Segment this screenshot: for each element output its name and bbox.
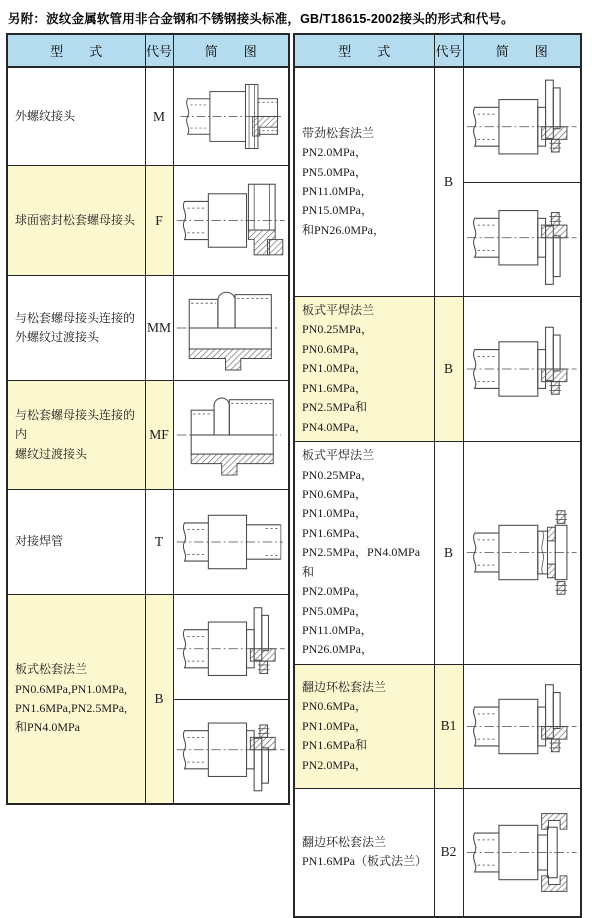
fitting-diagram-cell [463, 442, 581, 665]
fitting-type-cell [7, 490, 145, 595]
fitting-code-cell: B1 [434, 664, 463, 788]
fitting-diagram-cell [173, 276, 289, 381]
fitting-type-cell [294, 67, 434, 297]
fitting-table-right [293, 33, 582, 918]
column-header-diagram: 简 图 [463, 34, 581, 67]
table-row [7, 490, 289, 595]
fitting-type-line: 和PN4.0MPa [15, 720, 81, 735]
fitting-type-line: 与松套螺母接头连接的内 [15, 407, 136, 442]
fitting-type-line: 和PN26.0MPa， [302, 222, 386, 237]
fitting-code-cell: B [145, 595, 173, 805]
fitting-type-line: 板式平焊法兰 [302, 448, 375, 463]
fitting-type-line: PN2.5MPa和PN4.0MPa， [302, 400, 368, 434]
fitting-type-cell [294, 442, 434, 665]
loose-plate-flange-back-diagram [174, 699, 289, 800]
spherical-swivel-nut-fitting-diagram [174, 170, 289, 271]
fitting-type-line: PN2.0MPa，PN5.0MPa， [302, 145, 368, 179]
fitting-type-cell [7, 166, 145, 276]
fitting-type-line: 带劲松套法兰 [302, 125, 375, 140]
table-row [294, 67, 581, 297]
flat-weld-plate-flange-section-diagram [464, 495, 581, 610]
table-row [7, 595, 289, 805]
fitting-type-cell [7, 381, 145, 490]
lapped-ring-plate-flange-diagram [464, 793, 581, 912]
fitting-diagram-cell [173, 381, 289, 490]
fitting-type-line: PN2.0MPa，PN5.0MPa， [302, 584, 368, 618]
fitting-diagram-cell [173, 490, 289, 595]
butt-weld-tube-diagram [174, 494, 289, 590]
fitting-type-cell [294, 788, 434, 917]
table-row [294, 788, 581, 917]
fitting-diagram-cell [173, 166, 289, 276]
fitting-type-line: 板式松套法兰 [15, 662, 88, 677]
fitting-type-line: PN1.6MPa,PN2.5MPa, [15, 701, 128, 715]
fitting-type-cell [7, 276, 145, 381]
table-row [294, 664, 581, 788]
header-row [294, 34, 581, 67]
table-body-right [294, 67, 581, 917]
fitting-code-cell: T [145, 490, 173, 595]
male-thread-fitting-diagram [174, 72, 289, 161]
header-row [7, 34, 289, 67]
fitting-type-line: 与松套螺母接头连接的 [15, 310, 136, 325]
lapped-ring-loose-flange-diagram [464, 669, 581, 784]
column-header-type: 型 式 [294, 34, 434, 67]
male-female-adapter-diagram [174, 385, 289, 485]
fitting-type-cell [294, 664, 434, 788]
fitting-type-line: 螺纹过渡接头 [15, 446, 88, 461]
fitting-code-cell: MM [145, 276, 173, 381]
fitting-type-line: 球面密封松套螺母接头 [15, 212, 136, 227]
fitting-diagram-cell [463, 664, 581, 788]
fitting-type-line: 外螺纹过渡接头 [15, 330, 100, 344]
fitting-code-cell: B [434, 67, 463, 297]
column-header-type: 型 式 [7, 34, 145, 67]
collared-loose-flange-front-diagram [464, 72, 581, 182]
fitting-code-cell: B2 [434, 788, 463, 917]
fitting-diagram-cell [173, 67, 289, 166]
fitting-code-cell: B [434, 442, 463, 665]
fitting-type-line: 板式平焊法兰 [302, 303, 375, 317]
male-male-adapter-diagram [174, 280, 289, 376]
fitting-type-cell [7, 595, 145, 805]
fitting-diagram-cell [173, 595, 289, 805]
fitting-type-cell [7, 67, 145, 166]
table-body-left [7, 67, 289, 804]
fitting-type-line: 翻边环松套法兰 [302, 834, 387, 849]
fitting-type-line: PN0.25MPa，PN0.6MPa， [302, 467, 374, 501]
fitting-code-cell: M [145, 67, 173, 166]
table-row [7, 166, 289, 276]
tables-container [0, 33, 600, 918]
table-row [7, 276, 289, 381]
column-header-code: 代号 [434, 34, 463, 67]
fitting-type-line: 对接焊管 [15, 534, 64, 549]
fitting-type-line: PN11.0MPa，PN26.0MPa， [302, 623, 374, 657]
fitting-code-cell: B [434, 297, 463, 442]
fitting-type-line: PN1.0MPa，PN1.6MPa、 [302, 506, 368, 540]
fitting-diagram-cell [463, 788, 581, 917]
fitting-type-line: PN1.6MPa（板式法兰） [302, 854, 428, 869]
table-row [294, 442, 581, 665]
fitting-type-line: PN1.6MPa和PN2.0MPa， [302, 738, 368, 772]
page-title: 另附：波纹金属软管用非合金钢和不锈钢接头标准，GB/T18615-2002接头的形式和代号。 [8, 12, 514, 26]
fitting-type-line: PN0.6MPa,PN1.0MPa, [15, 681, 128, 696]
column-header-code: 代号 [145, 34, 173, 67]
loose-plate-flange-front-diagram [174, 599, 289, 699]
fitting-code-cell: MF [145, 381, 173, 490]
fitting-table-left [6, 33, 290, 805]
fitting-type-line: PN2.5MPa，PN4.0MPa和 [302, 545, 421, 579]
fitting-type-line: 翻边环松套法兰 [302, 679, 387, 694]
fitting-type-line: PN11.0MPa，PN15.0MPa， [302, 184, 374, 218]
fitting-diagram-cell [463, 297, 581, 442]
fitting-type-line: PN0.25MPa，PN0.6MPa， [302, 322, 374, 356]
fitting-code-cell: F [145, 166, 173, 276]
table-row [294, 297, 581, 442]
table-row [7, 67, 289, 166]
column-header-diagram: 简 图 [173, 34, 289, 67]
collared-loose-flange-back-diagram [464, 182, 581, 293]
fitting-type-line: PN0.6MPa，PN1.0MPa， [302, 699, 368, 733]
fitting-type-line: 外螺纹接头 [15, 108, 76, 123]
flat-weld-plate-flange-diagram [464, 312, 581, 426]
table-row [7, 381, 289, 490]
fitting-diagram-cell [463, 67, 581, 297]
fitting-type-cell [294, 297, 434, 442]
fitting-type-line: PN1.0MPa，PN1.6MPa， [302, 361, 368, 395]
